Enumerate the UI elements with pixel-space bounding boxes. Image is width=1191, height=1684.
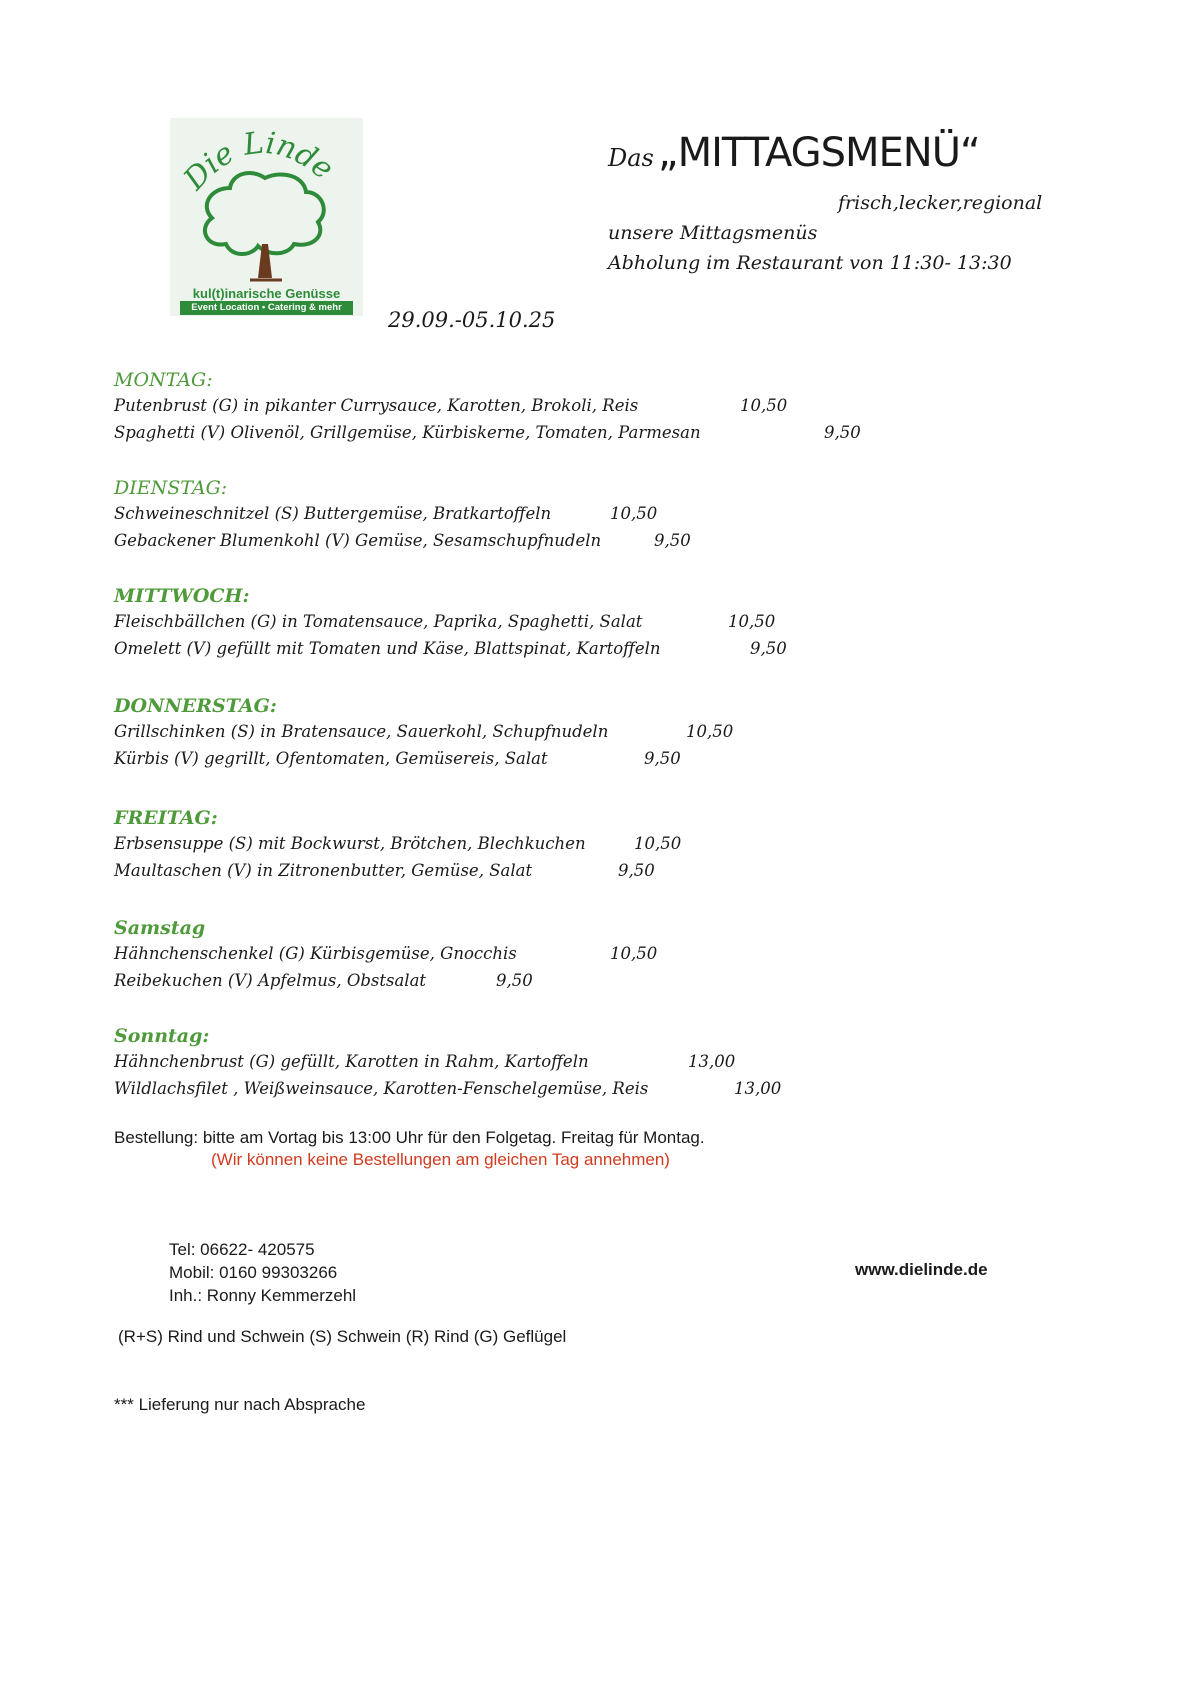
day-section-mittwoch bbox=[114, 584, 1014, 694]
phone: Tel: 06622- 420575 bbox=[169, 1240, 315, 1259]
price: 10,50 bbox=[740, 396, 788, 415]
menu-list bbox=[114, 368, 1014, 1132]
pickup-hours: Abholung im Restaurant von 11:30- 13:30 bbox=[608, 252, 1012, 274]
day-heading: MONTAG: bbox=[114, 369, 213, 391]
title-main: „MITTAGSMENÜ“ bbox=[657, 130, 980, 176]
logo-subtitle: kul(t)inarische Genüsse bbox=[192, 286, 341, 301]
day-section-sonntag bbox=[114, 1024, 1014, 1132]
day-heading: DIENSTAG: bbox=[114, 477, 228, 499]
day-heading: Samstag bbox=[114, 917, 206, 939]
day-heading: FREITAG: bbox=[114, 807, 218, 829]
menu-item: Schweineschnitzel (S) Buttergemüse, Bratkartoffeln 10,50 bbox=[114, 500, 1014, 527]
logo bbox=[170, 118, 363, 316]
price: 9,50 bbox=[654, 531, 691, 550]
menu-item: Erbsensuppe (S) mit Bockwurst, Brötchen, Blechkuchen 10,50 bbox=[114, 830, 1014, 857]
menu-item: Reibekuchen (V) Apfelmus, Obstsalat 9,50 bbox=[114, 967, 1014, 994]
price: 10,50 bbox=[610, 504, 658, 523]
price: 9,50 bbox=[824, 423, 861, 442]
day-heading: Sonntag: bbox=[114, 1025, 210, 1047]
price: 10,50 bbox=[728, 612, 776, 631]
order-info: Bestellung: bitte am Vortag bis 13:00 Uhr für den Folgetag. Freitag für Montag. bbox=[114, 1128, 705, 1147]
tree-icon bbox=[170, 118, 363, 288]
week-date: 29.09.-05.10.25 bbox=[388, 308, 556, 332]
meat-legend: (R+S) Rind und Schwein (S) Schwein (R) Rind (G) Geflügel bbox=[118, 1327, 567, 1346]
day-section-samstag bbox=[114, 916, 1014, 1024]
price: 10,50 bbox=[610, 944, 658, 963]
tagline: frisch,lecker,regional bbox=[838, 192, 1043, 214]
menu-item: Spaghetti (V) Olivenöl, Grillgemüse, Kürbiskerne, Tomaten, Parmesan 9,50 bbox=[114, 419, 1014, 446]
menu-item: Wildlachsfilet , Weißweinsauce, Karotten-Fenschelgemüse, Reis 13,00 bbox=[114, 1075, 1014, 1102]
price: 13,00 bbox=[734, 1079, 782, 1098]
logo-tagline-bar: Event Location • Catering & mehr bbox=[180, 301, 353, 315]
price: 9,50 bbox=[750, 639, 787, 658]
owner: Inh.: Ronny Kemmerzehl bbox=[169, 1286, 357, 1305]
website-link[interactable]: www.dielinde.de bbox=[855, 1260, 988, 1279]
menu-item: Fleischbällchen (G) in Tomatensauce, Paprika, Spaghetti, Salat 10,50 bbox=[114, 608, 1014, 635]
menu-item: Hähnchenschenkel (G) Kürbisgemüse, Gnocchis 10,50 bbox=[114, 940, 1014, 967]
day-section-freitag bbox=[114, 806, 1014, 916]
price: 9,50 bbox=[618, 861, 655, 880]
day-section-montag bbox=[114, 368, 1014, 476]
title-prefix: Das bbox=[608, 144, 654, 172]
delivery-note: *** Lieferung nur nach Absprache bbox=[114, 1395, 366, 1414]
svg-text:Die Linde: Die Linde bbox=[177, 125, 341, 197]
price: 10,50 bbox=[686, 722, 734, 741]
menu-item: Hähnchenbrust (G) gefüllt, Karotten in Rahm, Kartoffeln 13,00 bbox=[114, 1048, 1014, 1075]
price: 13,00 bbox=[688, 1052, 736, 1071]
price: 10,50 bbox=[634, 834, 682, 853]
day-section-dienstag bbox=[114, 476, 1014, 584]
day-section-donnerstag bbox=[114, 694, 1014, 806]
menu-item: Kürbis (V) gegrillt, Ofentomaten, Gemüsereis, Salat 9,50 bbox=[114, 745, 1014, 772]
menu-item: Gebackener Blumenkohl (V) Gemüse, Sesamschupfnudeln 9,50 bbox=[114, 527, 1014, 554]
price: 9,50 bbox=[644, 749, 681, 768]
day-heading: DONNERSTAG: bbox=[114, 695, 277, 717]
menu-item: Grillschinken (S) in Bratensauce, Sauerkohl, Schupfnudeln 10,50 bbox=[114, 718, 1014, 745]
mobile: Mobil: 0160 99303266 bbox=[169, 1263, 338, 1282]
day-heading: MITTWOCH: bbox=[114, 585, 250, 607]
order-note: (Wir können keine Bestellungen am gleichen Tag annehmen) bbox=[211, 1150, 670, 1169]
menu-item: Maultaschen (V) in Zitronenbutter, Gemüse, Salat 9,50 bbox=[114, 857, 1014, 884]
contact-block bbox=[169, 1238, 356, 1307]
price: 9,50 bbox=[496, 971, 533, 990]
menu-item: Putenbrust (G) in pikanter Currysauce, Karotten, Brokoli, Reis 10,50 bbox=[114, 392, 1014, 419]
menu-item: Omelett (V) gefüllt mit Tomaten und Käse, Blattspinat, Kartoffeln 9,50 bbox=[114, 635, 1014, 662]
subtitle: unsere Mittagsmenüs bbox=[608, 222, 818, 244]
page-title bbox=[608, 130, 980, 176]
